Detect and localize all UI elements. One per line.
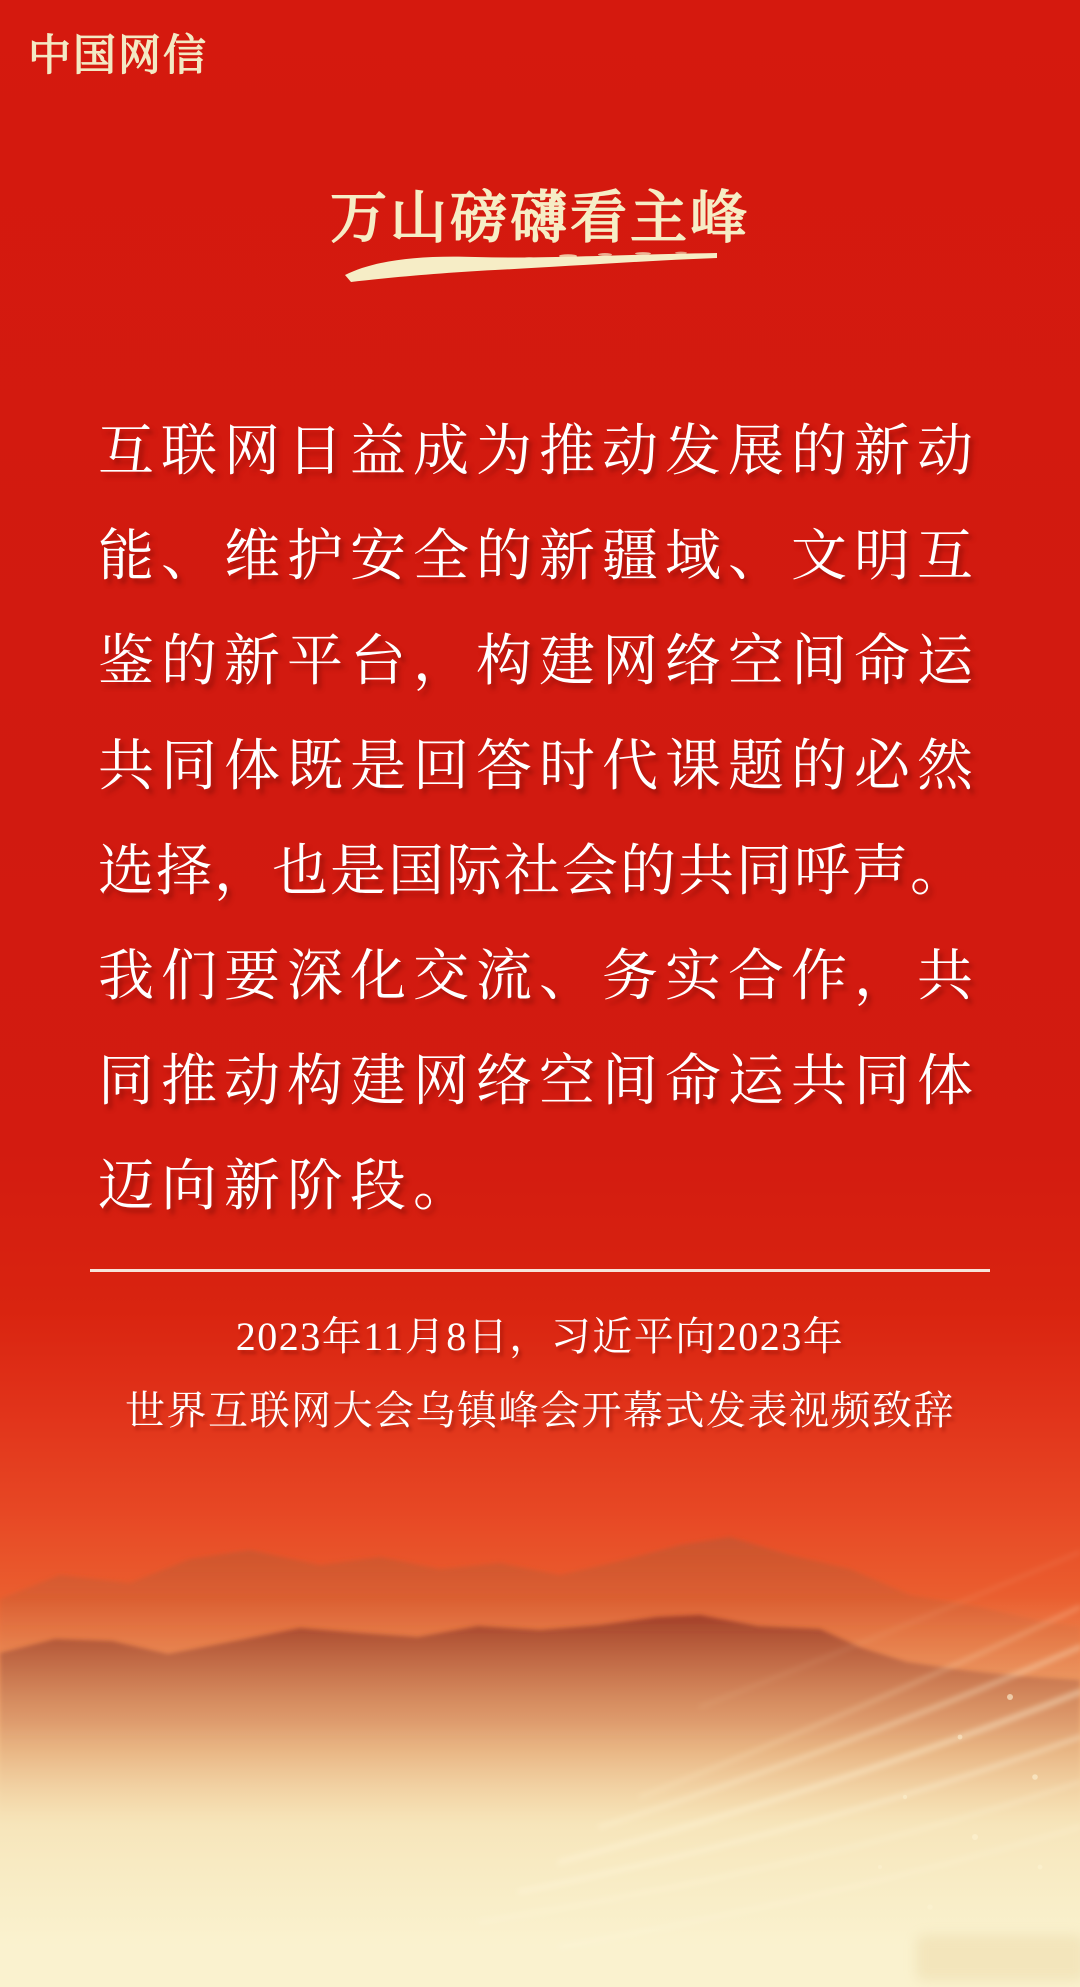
attribution-line-2: 世界互联网大会乌镇峰会开幕式发表视频致辞 xyxy=(125,1388,955,1433)
quote-line: 迈向新阶段。 xyxy=(98,1156,476,1218)
quote-line: 同推动构建网络空间命运共同体 xyxy=(98,1051,980,1113)
quote-line: 互联网日益成为推动发展的新动 xyxy=(98,421,980,483)
campaign-title: 万山磅礴看主峰 xyxy=(330,186,750,250)
brand-logo: 中国网信 xyxy=(28,32,208,80)
quote-body xyxy=(98,400,982,1240)
fog-layer xyxy=(0,1587,1080,1987)
brush-stroke-underline xyxy=(343,250,721,286)
attribution-block xyxy=(0,1300,1080,1448)
quote-line: 能、维护安全的新疆域、文明互 xyxy=(98,526,980,588)
title-block xyxy=(0,188,1080,286)
quote-line: 我们要深化交流、务实合作，共 xyxy=(98,946,980,1008)
quote-line: 选择，也是国际社会的共同呼声。 xyxy=(98,841,968,903)
quote-line: 鉴的新平台，构建网络空间命运 xyxy=(98,631,980,693)
attribution-line-1: 2023年11月8日，习近平向2023年 xyxy=(235,1314,845,1359)
corner-watermark xyxy=(916,1935,1080,1981)
divider-line xyxy=(90,1269,990,1272)
quote-line: 共同体既是回答时代课题的必然 xyxy=(98,736,980,798)
